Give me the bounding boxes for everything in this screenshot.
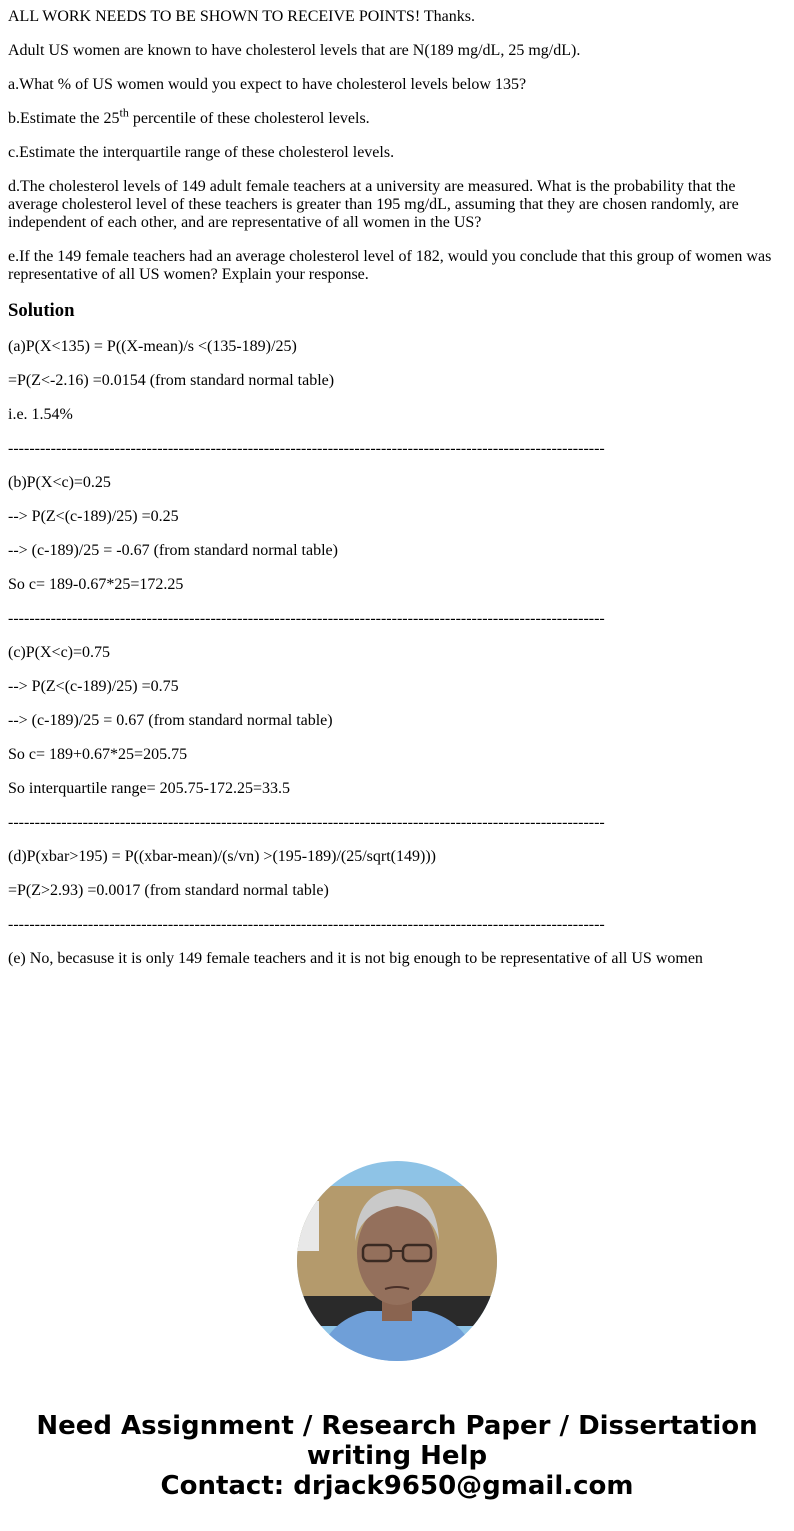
question-e: e.If the 149 female teachers had an average cholesterol level of 182, would you conclude that this group of women was representative of all US women? Explain your response. — [8, 248, 772, 283]
intro: ALL WORK NEEDS TO BE SHOWN TO RECEIVE POINTS! Thanks. — [8, 8, 475, 25]
solution-line: --> (c-189)/25 = 0.67 (from standard normal table) — [8, 712, 333, 729]
question-d: d.The cholesterol levels of 149 adult female teachers at a university are measured. What is the probability that the average cholesterol level of these teachers is greater than 195 mg/dL, assuming that they are chosen randomly, are independent of each other, and are representative of all women in the US? — [8, 178, 739, 231]
footer-contact: Contact: drjack9650@gmail.com — [160, 1471, 634, 1501]
question-b-pre: b.Estimate the 25 — [8, 110, 120, 127]
author-photo — [297, 1161, 497, 1361]
question-a: a.What % of US women would you expect to have cholesterol levels below 135? — [8, 76, 527, 93]
solution-line: So c= 189-0.67*25=172.25 — [8, 576, 184, 593]
solution-line: (b)P(X<c)=0.25 — [8, 474, 111, 491]
divider: ---------------------------------------------------------------------------------------------------------------- — [8, 916, 605, 933]
divider: ---------------------------------------------------------------------------------------------------------------- — [8, 440, 605, 457]
author-avatar — [297, 1161, 497, 1361]
question-b-sup: th — [119, 105, 129, 120]
premise: Adult US women are known to have cholesterol levels that are N(189 mg/dL, 25 mg/dL). — [8, 42, 581, 59]
document — [0, 8, 794, 968]
divider: ---------------------------------------------------------------------------------------------------------------- — [8, 814, 605, 831]
solution-line: (e) No, becasuse it is only 149 female teachers and it is not big enough to be representative of all US women — [8, 950, 703, 967]
solution-line: So interquartile range= 205.75-172.25=33.5 — [8, 780, 290, 797]
solution-line: =P(Z>2.93) =0.0017 (from standard normal table) — [8, 882, 329, 899]
divider: ---------------------------------------------------------------------------------------------------------------- — [8, 610, 605, 627]
solution-line: (c)P(X<c)=0.75 — [8, 644, 111, 661]
footer-ad — [0, 1411, 794, 1501]
solution-line: (a)P(X<135) = P((X-mean)/s <(135-189)/25) — [8, 338, 297, 355]
solution-line: --> (c-189)/25 = -0.67 (from standard normal table) — [8, 542, 338, 559]
question-b-post: percentile of these cholesterol levels. — [128, 110, 370, 127]
solution-line: --> P(Z<(c-189)/25) =0.75 — [8, 678, 179, 695]
footer-line-2: writing Help — [306, 1441, 488, 1471]
solution-line: =P(Z<-2.16) =0.0154 (from standard normal table) — [8, 372, 335, 389]
question-b — [8, 105, 786, 128]
solution-line: (d)P(xbar>195) = P((xbar-mean)/(s/vn) >(195-189)/(25/sqrt(149))) — [8, 848, 436, 865]
solution-line: So c= 189+0.67*25=205.75 — [8, 746, 188, 763]
solution-line: i.e. 1.54% — [8, 406, 73, 423]
solution-heading: Solution — [8, 300, 75, 321]
question-c: c.Estimate the interquartile range of these cholesterol levels. — [8, 144, 395, 161]
solution-line: --> P(Z<(c-189)/25) =0.25 — [8, 508, 179, 525]
footer-line-1: Need Assignment / Research Paper / Dissertation — [36, 1411, 758, 1441]
